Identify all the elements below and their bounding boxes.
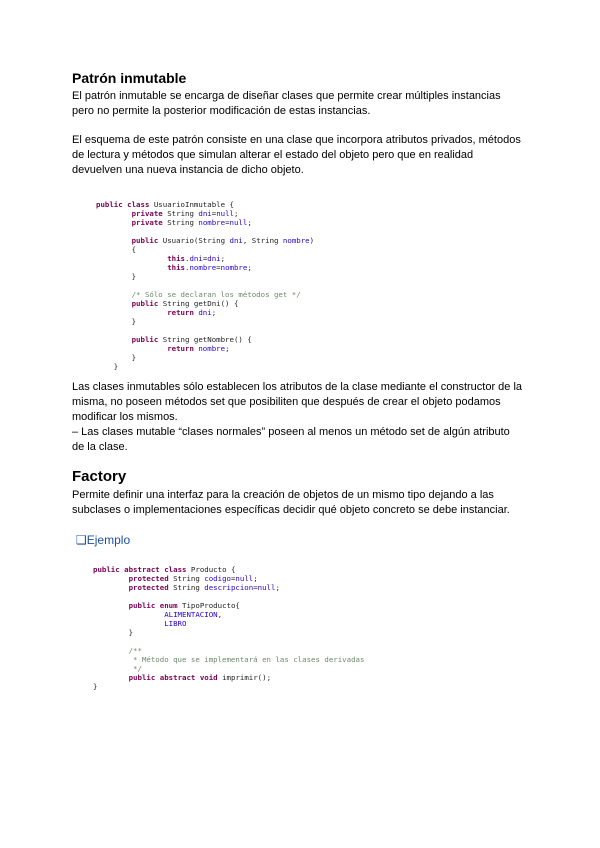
code-line: LIBRO bbox=[164, 619, 187, 628]
mutable-note-paragraph: – Las clases mutable “clases normales” poseen al menos un método set de algún atributo de la clase. bbox=[72, 426, 510, 453]
code-line: return nombre; bbox=[167, 344, 230, 353]
code-line: { bbox=[131, 245, 137, 254]
immutable-scheme-paragraph: El esquema de este patrón consiste en una clase que incorpora atributos privados, métodos de lectura y métodos que simulan alterar el estado del objeto pero que en realidad devuelven una nueva instancia de dicho objeto. bbox=[72, 134, 521, 176]
code-line: this.nombre=nombre; bbox=[167, 263, 252, 272]
code-line: return dni; bbox=[167, 308, 217, 317]
factory-intro-paragraph: Permite definir una interfaz para la creación de objetos de un mismo tipo dejando a las subclases o implementaciones específicas decidir qué objeto concreto se debe instanciar. bbox=[72, 489, 510, 516]
code-line: } bbox=[131, 353, 137, 362]
code-line: protected String descripcion=null; bbox=[128, 583, 280, 592]
code-sample-usuario-inmutable bbox=[96, 200, 314, 371]
code-line: public enum TipoProducto{ bbox=[128, 601, 240, 610]
code-line: public String getDni() { bbox=[131, 299, 239, 308]
code-line: } bbox=[93, 682, 98, 691]
code-line: /** bbox=[93, 646, 142, 655]
code-line: protected String codigo=null; bbox=[128, 574, 258, 583]
code-line: * Método que se implementará en las clases derivadas bbox=[93, 655, 365, 664]
code-line: } bbox=[113, 362, 119, 371]
code-line: public abstract class Producto { bbox=[93, 565, 236, 574]
section-title-factory: Factory bbox=[72, 468, 127, 485]
code-line: private String nombre=null; bbox=[131, 218, 252, 227]
code-sample-producto bbox=[93, 565, 364, 691]
code-line: /* Sólo se declaran los métodos get */ bbox=[96, 290, 301, 299]
code-line: } bbox=[131, 317, 137, 326]
example-label: Ejemplo bbox=[86, 533, 131, 547]
example-bullet bbox=[76, 533, 130, 547]
immutable-explanation-paragraph: Las clases inmutables sólo establecen los atributos de la clase mediante el constructor de la misma, no poseen métodos set que posibiliten que después de crear el objeto podamos modificar los mismos. bbox=[72, 381, 523, 423]
immutable-intro-paragraph: El patrón inmutable se encarga de diseñar clases que permite crear múltiples instancias pero no permite la posterior modificación de estas instancias. bbox=[72, 90, 501, 117]
section-title-immutable: Patrón inmutable bbox=[72, 70, 187, 86]
code-line: ALIMENTACION, bbox=[164, 610, 223, 619]
code-line: } bbox=[128, 628, 134, 637]
code-line: this.dni=dni; bbox=[167, 254, 226, 263]
code-line: public abstract void imprimir(); bbox=[128, 673, 272, 682]
code-line: private String dni=null; bbox=[131, 209, 239, 218]
code-line: } bbox=[131, 272, 137, 281]
code-line: public Usuario(String dni, String nombre) bbox=[131, 236, 315, 245]
code-line: public String getNombre() { bbox=[131, 335, 252, 344]
checkbox-bullet-icon: ❑ bbox=[76, 533, 87, 547]
code-line: */ bbox=[93, 664, 142, 673]
code-line: public class UsuarioInmutable { bbox=[96, 200, 234, 209]
